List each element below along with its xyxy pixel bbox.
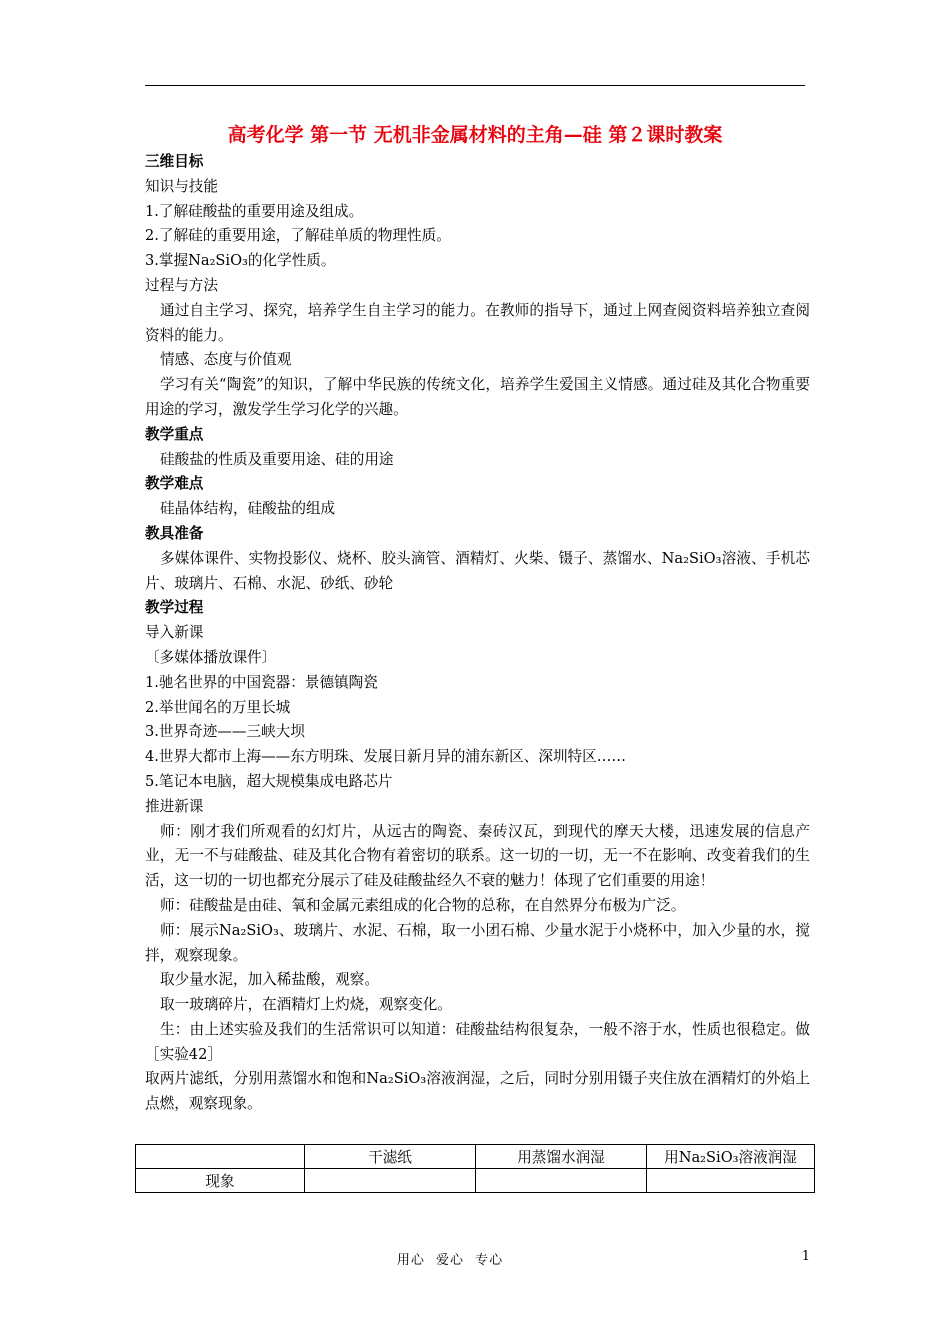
header-rule [145,85,805,86]
list-item: 3.世界奇迹——三峡大坝 [145,723,305,741]
table-cell [476,1169,647,1193]
list-item: 1.驰名世界的中国瓷器：景德镇陶瓷 [145,673,378,691]
paragraph: 硅晶体结构，硅酸盐的组成 [160,500,336,518]
paragraph: 过程与方法 [145,276,218,294]
list-item: 3.掌握Na₂SiO₃的化学性质。 [145,252,336,270]
table-cell [136,1145,305,1169]
list-item: 1.了解硅酸盐的重要用途及组成。 [145,202,364,220]
table-header-cell: 用蒸馏水润湿 [476,1145,647,1169]
paragraph: 通过自主学习、探究，培养学生自主学习的能力。在教师的指导下，通过上网查阅资料培养独立查阅资料的能力。 [145,301,810,344]
paragraph: 情感、态度与价值观 [160,351,292,369]
table-cell [647,1169,815,1193]
observation-table [135,1144,815,1193]
paragraph: 学习有关“陶瓷”的知识，了解中华民族的传统文化，培养学生爱国主义情感。通过硅及其化合物重要用途的学习，激发学生学习化学的兴趣。 [145,376,810,418]
paragraph: 推进新课 [145,797,204,815]
document-title: 高考化学 第一节 无机非金属材料的主角—硅 第２课时教案 [227,124,723,146]
paragraph: 取两片滤纸，分别用蒸馏水和饱和Na₂SiO₃溶液润湿，之后，同时分别用镊子夹住放在酒精灯的外焰上点燃，观察现象。 [145,1070,810,1113]
list-item: 2.了解硅的重要用途，了解硅单质的物理性质。 [145,227,451,245]
section-heading: 教学难点 [145,475,204,493]
section-heading: 教具准备 [145,524,204,542]
paragraph: 多媒体课件、实物投影仪、烧杯、胶头滴管、酒精灯、火柴、镊子、蒸馏水、Na₂SiO₃溶液、手机芯片、玻璃片、石棉、水泥、砂纸、砂轮 [145,549,810,592]
paragraph: 导入新课 [145,624,204,642]
list-item: 4.世界大都市上海——东方明珠、发展日新月异的浦东新区、深圳特区…… [145,748,626,766]
document-body [145,150,810,1117]
table-header-cell: 干滤纸 [305,1145,476,1169]
paragraph: 知识与技能 [145,177,218,195]
section-heading: 教学过程 [145,599,204,617]
section-heading: 教学重点 [145,425,204,443]
list-item: 2.举世闻名的万里长城 [145,698,291,716]
table-header-row [136,1145,815,1169]
paragraph: 取一玻璃碎片，在酒精灯上灼烧，观察变化。 [160,996,452,1014]
paragraph: 取少量水泥，加入稀盐酸，观察。 [160,971,379,989]
list-item: 5.笔记本电脑，超大规模集成电路芯片 [145,772,393,790]
table-row [136,1169,815,1193]
paragraph: 〔多媒体播放课件〕 [145,648,277,666]
paragraph: 师：刚才我们所观看的幻灯片，从远古的陶瓷、秦砖汉瓦，到现代的摩天大楼，迅速发展的信息产业，无一不与硅酸盐、硅及其化合物有着密切的联系。这一切的一切，无一不在影响、改变着我们的生活，这一切的一切也都充分展示了硅及硅酸盐经久不衰的魅力！体现了它们重要的用途！ [145,822,810,890]
table-cell [305,1169,476,1193]
paragraph: 生：由上述实验及我们的生活常识可以知道：硅酸盐结构很复杂，一般不溶于水，性质也很稳定。做［实验42］ [145,1020,810,1063]
paragraph: 师：展示Na₂SiO₃、玻璃片、水泥、石棉，取一小团石棉、少量水泥于小烧杯中，加入少量的水，搅拌，观察现象。 [145,921,810,964]
table-header-cell: 用Na₂SiO₃溶液润湿 [647,1145,815,1169]
paragraph: 师：硅酸盐是由硅、氧和金属元素组成的化合物的总称，在自然界分布极为广泛。 [160,896,686,914]
footer-motto: 用心 爱心 专心 [396,1253,504,1268]
page-number: 1 [801,1249,810,1264]
section-heading: 三维目标 [145,153,204,170]
paragraph: 硅酸盐的性质及重要用途、硅的用途 [160,450,394,468]
table-row-label: 现象 [136,1169,305,1193]
